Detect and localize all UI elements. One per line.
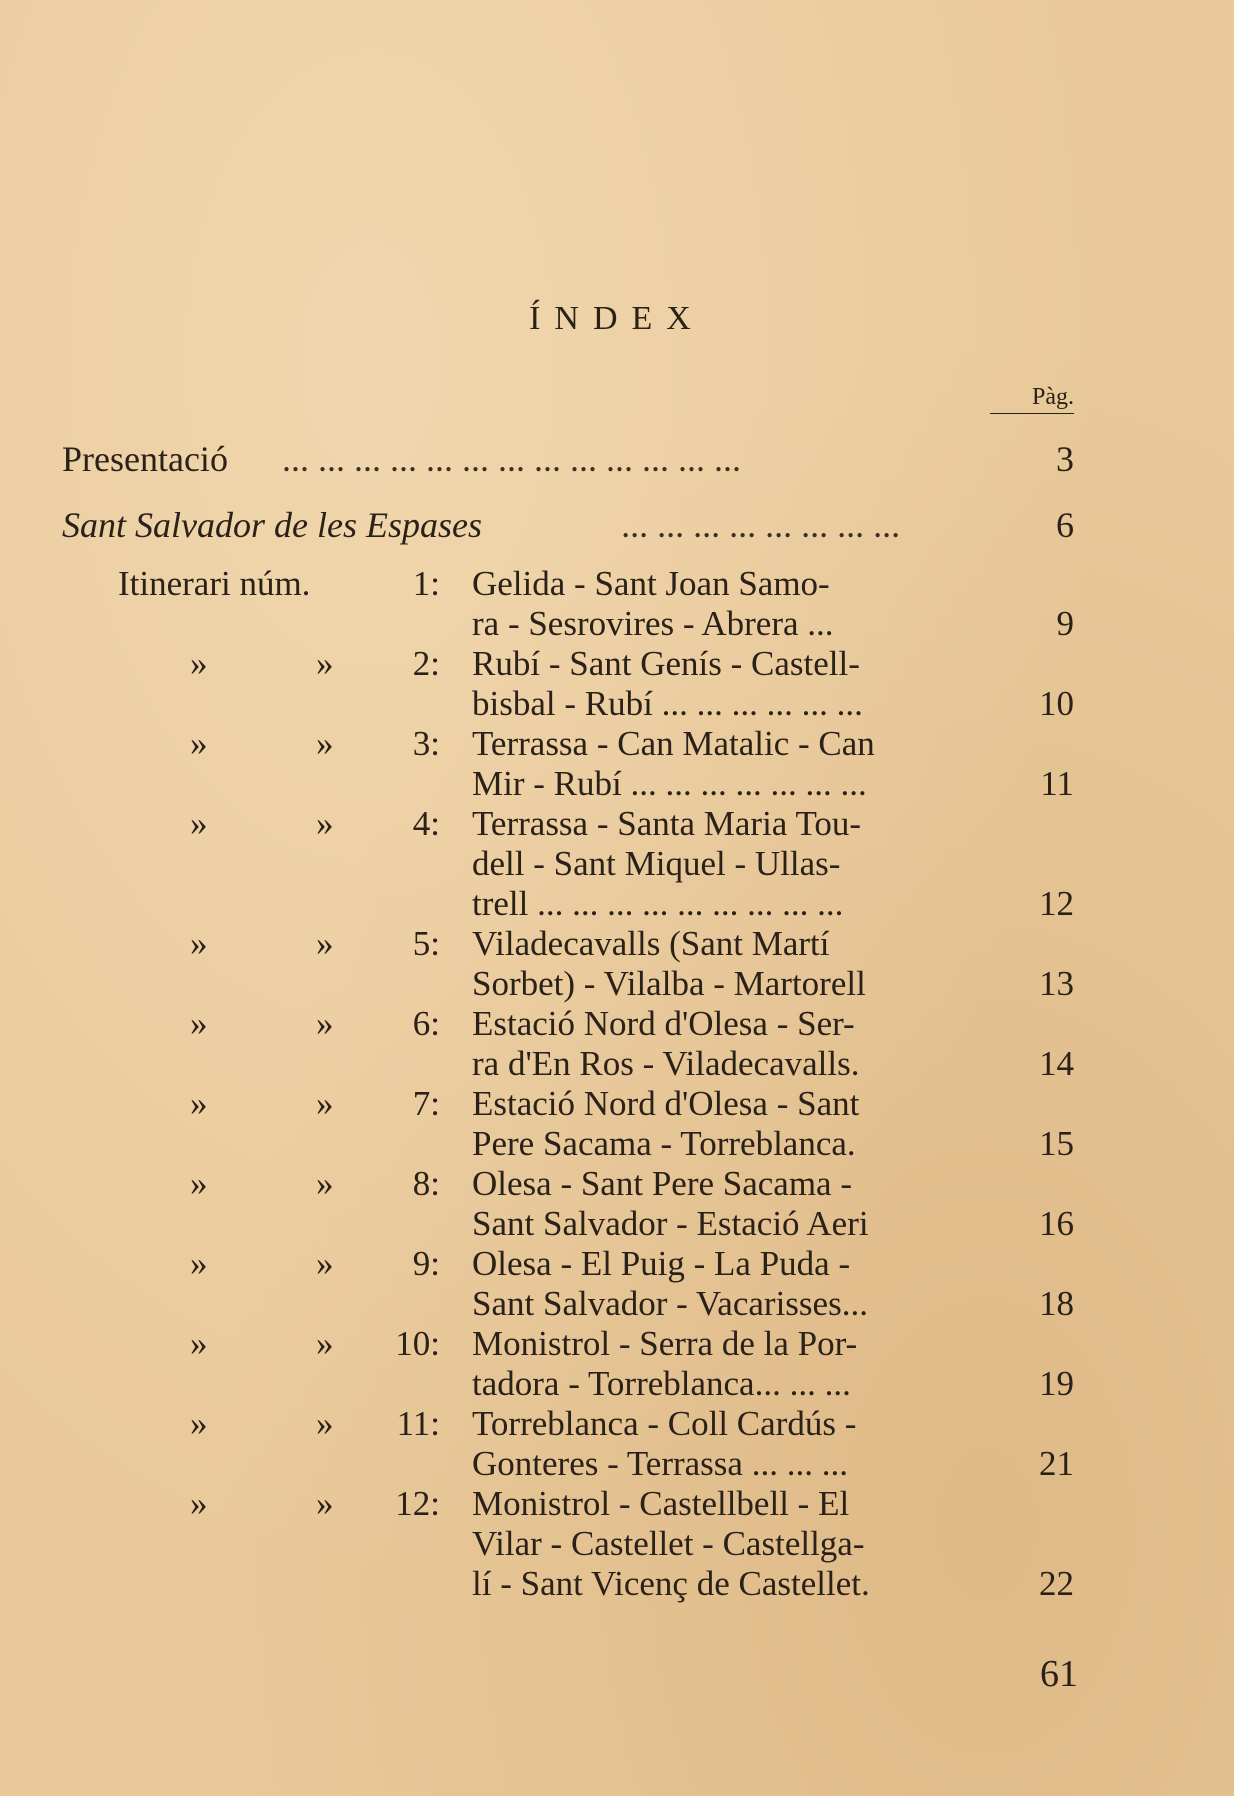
itinerary-line	[0, 1204, 1234, 1244]
ditto-mark: »	[190, 1484, 208, 1523]
itinerary-text: Sorbet) - Vilalba - Martorell	[472, 964, 866, 1003]
ditto-mark: »	[316, 1244, 334, 1283]
itinerary-text: bisbal - Rubí ... ... ... ... ... ...	[472, 684, 863, 723]
ditto-mark: »	[190, 924, 208, 963]
toc-leader-dots: ... ... ... ... ... ... ... ...	[622, 505, 901, 545]
ditto-mark: »	[316, 724, 334, 763]
itinerary-text: Terrassa - Can Matalic - Can	[472, 724, 875, 763]
itinerary-line	[0, 1044, 1234, 1084]
itinerary-number: 11:	[396, 1404, 440, 1443]
itinerary-line	[0, 1004, 1234, 1044]
itinerary-text: dell - Sant Miquel - Ullas-	[472, 844, 841, 883]
ditto-mark: »	[316, 644, 334, 683]
ditto-mark: »	[190, 1164, 208, 1203]
ditto-mark: »	[190, 1084, 208, 1123]
itinerary-line	[0, 564, 1234, 604]
itinerary-text: Terrassa - Santa Maria Tou-	[472, 804, 862, 843]
itinerary-page: 14	[1039, 1044, 1074, 1083]
page-number: 61	[1040, 1653, 1078, 1695]
itinerary-text: Olesa - Sant Pere Sacama -	[472, 1164, 852, 1203]
ditto-mark: »	[316, 1084, 334, 1123]
itinerary-line	[0, 1524, 1234, 1564]
itinerary-text: Monistrol - Castellbell - El	[472, 1484, 850, 1523]
itinerary-line	[0, 804, 1234, 844]
itinerary-page: 13	[1039, 964, 1074, 1003]
itinerary-line	[0, 604, 1234, 644]
itinerary-line	[0, 684, 1234, 724]
itinerary-page: 21	[1039, 1444, 1074, 1483]
ditto-mark: »	[190, 1324, 208, 1363]
page-title: ÍNDEX	[529, 300, 705, 337]
itinerary-text: Torreblanca - Coll Cardús -	[472, 1404, 857, 1443]
itinerary-text: ra d'En Ros - Viladecavalls.	[472, 1044, 860, 1083]
toc-entry-page: 3	[1056, 439, 1074, 479]
ditto-mark: »	[316, 1004, 334, 1043]
itinerary-text: Estació Nord d'Olesa - Sant	[472, 1084, 860, 1123]
page-column-header: Pàg.	[990, 384, 1074, 414]
itinerary-page: 9	[1056, 604, 1074, 643]
toc-leader-dots: ... ... ... ... ... ... ... ... ... ... ... ... ...	[282, 439, 741, 479]
ditto-mark: »	[190, 644, 208, 683]
ditto-mark: »	[190, 1004, 208, 1043]
itinerary-page: 22	[1039, 1564, 1074, 1603]
ditto-mark: »	[190, 1404, 208, 1443]
ditto-mark: »	[316, 1404, 334, 1443]
ditto-mark: »	[316, 1484, 334, 1523]
itinerary-text: Gelida - Sant Joan Samo-	[472, 564, 830, 603]
itinerary-number: 3:	[412, 724, 440, 763]
itinerary-text: tadora - Torreblanca... ... ...	[472, 1364, 851, 1403]
itinerary-line	[0, 1364, 1234, 1404]
itinerary-number: 9:	[412, 1244, 440, 1283]
itinerary-line	[0, 1244, 1234, 1284]
itinerary-page: 10	[1039, 684, 1074, 723]
itinerary-page: 19	[1039, 1364, 1074, 1403]
itinerary-number: 4:	[412, 804, 440, 843]
itinerary-text: Monistrol - Serra de la Por-	[472, 1324, 858, 1363]
toc-entry-page: 6	[1056, 505, 1074, 545]
ditto-mark: »	[190, 1244, 208, 1283]
itinerary-label: Itinerari núm.	[118, 564, 311, 603]
itinerary-number: 5:	[412, 924, 440, 963]
itinerary-line	[0, 1324, 1234, 1364]
ditto-mark: »	[316, 924, 334, 963]
itinerary-line	[0, 924, 1234, 964]
itinerary-number: 8:	[412, 1164, 440, 1203]
itinerary-number: 10:	[395, 1324, 440, 1363]
toc-entry-text: Presentació	[62, 439, 228, 479]
itinerary-text: Mir - Rubí ... ... ... ... ... ... ...	[472, 764, 867, 803]
itinerary-number: 1:	[412, 564, 440, 603]
toc-entry-text: Sant Salvador de les Espases	[62, 505, 482, 545]
itinerary-number: 2:	[412, 644, 440, 683]
itinerary-line	[0, 884, 1234, 924]
itinerary-line	[0, 764, 1234, 804]
itinerary-line	[0, 1484, 1234, 1524]
itinerary-line	[0, 1164, 1234, 1204]
itinerary-text: lí - Sant Vicenç de Castellet.	[472, 1564, 870, 1603]
itinerary-line	[0, 844, 1234, 884]
itinerary-text: Viladecavalls (Sant Martí	[472, 924, 830, 963]
itinerary-text: Pere Sacama - Torreblanca.	[472, 1124, 856, 1163]
itinerary-text: ra - Sesrovires - Abrera ...	[472, 604, 834, 643]
itinerary-number: 6:	[412, 1004, 440, 1043]
itinerary-text: Olesa - El Puig - La Puda -	[472, 1244, 851, 1283]
itinerary-number: 7:	[412, 1084, 440, 1123]
itinerary-line	[0, 1284, 1234, 1324]
itinerary-line	[0, 644, 1234, 684]
itinerary-line	[0, 1564, 1234, 1604]
itinerary-line	[0, 1124, 1234, 1164]
itinerary-line	[0, 1084, 1234, 1124]
itinerary-number: 12:	[395, 1484, 440, 1523]
itinerary-text: Vilar - Castellet - Castellga-	[472, 1524, 865, 1563]
itinerary-text: Sant Salvador - Vacarisses...	[472, 1284, 868, 1323]
itinerary-page: 18	[1039, 1284, 1074, 1323]
ditto-mark: »	[316, 1164, 334, 1203]
itinerary-page: 15	[1039, 1124, 1074, 1163]
itinerary-text: Rubí - Sant Genís - Castell-	[472, 644, 860, 683]
itinerary-line	[0, 724, 1234, 764]
ditto-mark: »	[316, 1324, 334, 1363]
itinerary-text: trell ... ... ... ... ... ... ... ... ...	[472, 884, 844, 923]
itinerary-line	[0, 1444, 1234, 1484]
ditto-mark: »	[190, 804, 208, 843]
itinerary-text: Estació Nord d'Olesa - Ser-	[472, 1004, 855, 1043]
ditto-mark: »	[190, 724, 208, 763]
itinerary-line	[0, 964, 1234, 1004]
itinerary-page: 12	[1039, 884, 1074, 923]
itinerary-text: Sant Salvador - Estació Aeri	[472, 1204, 869, 1243]
ditto-mark: »	[316, 804, 334, 843]
itinerary-line	[0, 1404, 1234, 1444]
itinerary-page: 16	[1039, 1204, 1074, 1243]
itinerary-page: 11	[1040, 764, 1074, 803]
itinerary-text: Gonteres - Terrassa ... ... ...	[472, 1444, 848, 1483]
